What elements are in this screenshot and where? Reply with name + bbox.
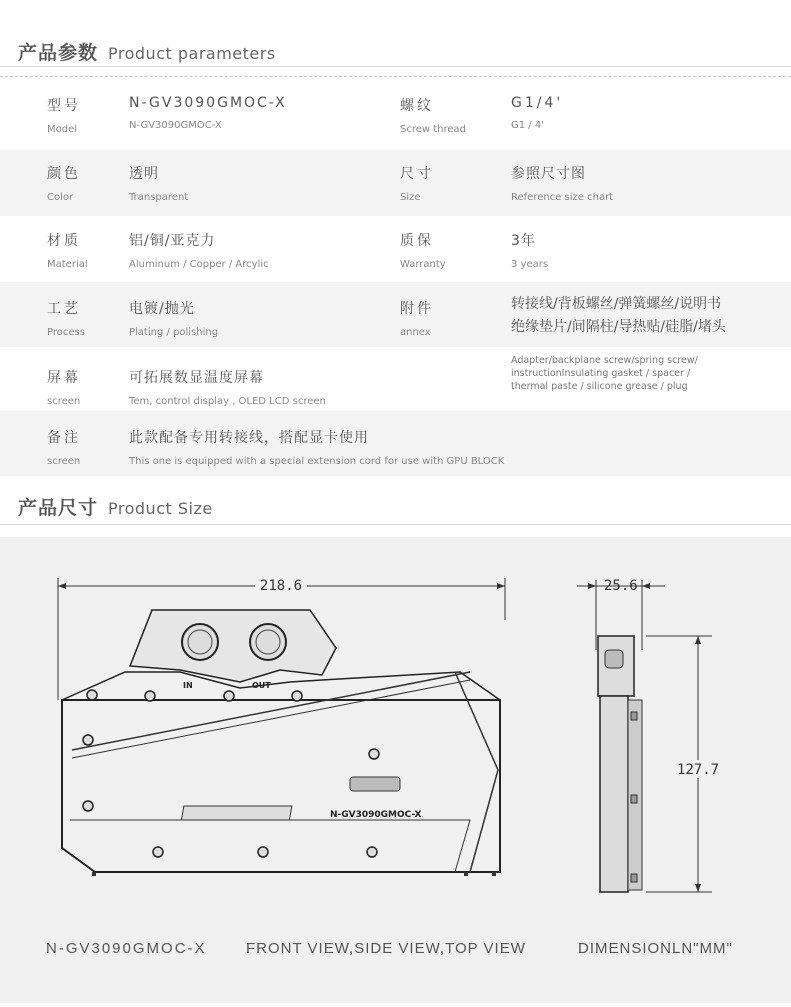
- label2-en: Warranty: [400, 259, 446, 270]
- thickness-dimension: 25.6: [604, 578, 638, 594]
- trim-line: [70, 820, 470, 872]
- dimension-drawing: [0, 537, 791, 1003]
- nameplate-frame: [181, 806, 291, 820]
- divider: [0, 524, 791, 525]
- caption-model: N-GV3090GMOC-X: [46, 940, 207, 957]
- screw-icon: [145, 691, 155, 701]
- value-en: N-GV3090GMOC-X: [129, 120, 222, 131]
- label-en: Color: [47, 192, 74, 203]
- value-cn: 此款配备专用转接线，搭配显卡使用: [129, 430, 369, 446]
- value-cn: 可拓展数显温度屏幕: [129, 370, 264, 386]
- params-section-title: [18, 38, 276, 68]
- terminal-housing: [130, 610, 336, 682]
- value-en: Transparent: [129, 192, 189, 203]
- label2-en: Screw thread: [400, 124, 467, 135]
- size-section-title: [18, 493, 213, 523]
- label-cn: 颜色: [47, 166, 81, 182]
- annex-en-line3: thermal paste / silicone grease / plug: [511, 381, 688, 392]
- label2-cn: 质保: [400, 233, 434, 249]
- port-in-icon: [182, 624, 218, 660]
- foot: [464, 872, 468, 876]
- screw-icon: [369, 749, 379, 759]
- side-screw-icon: [631, 712, 637, 720]
- value-en: Plating / polishing: [129, 327, 219, 338]
- caption-units: DIMENSIONLN"MM": [578, 940, 733, 957]
- label2-cn: 尺寸: [400, 166, 434, 182]
- arrow-down-icon: [695, 884, 701, 892]
- arrow-up-icon: [695, 636, 701, 644]
- value-en: Tem, control display , OLED LCD screen: [129, 396, 326, 407]
- screw-icon: [258, 847, 268, 857]
- value-cn: 透明: [129, 166, 159, 182]
- trim-line: [72, 680, 470, 758]
- screw-icon: [87, 690, 97, 700]
- block-outline: [62, 700, 500, 872]
- side-body: [600, 696, 628, 892]
- size-title-cn: 产品尺寸: [18, 497, 99, 519]
- annex-line1: 转接线/背板螺丝/弹簧螺丝/说明书: [511, 296, 722, 312]
- param-row-remark: [0, 411, 791, 476]
- annex-en-line1: Adapter/backplane screw/spring screw/: [511, 355, 698, 366]
- screw-icon: [292, 691, 302, 701]
- dashed-divider: [0, 76, 791, 77]
- label-en: Model: [47, 124, 78, 135]
- value2-en: G1 / 4': [511, 120, 544, 131]
- brand-logo-icon: [350, 777, 400, 791]
- label-cn: 备注: [47, 430, 81, 446]
- foot: [92, 872, 96, 876]
- value-cn: 电镀/抛光: [129, 301, 195, 317]
- side-screw-icon: [631, 795, 637, 803]
- width-dimension: 218.6: [259, 578, 303, 594]
- screw-icon: [83, 735, 93, 745]
- annex-en-line2: instructionInsulating gasket / spacer /: [511, 368, 691, 379]
- param-row-model: [0, 83, 791, 148]
- arrow-right-icon: [497, 583, 505, 589]
- annex-line2: 绝缘垫片/间隔柱/导热贴/硅脂/堵头: [511, 319, 726, 335]
- arrow-in-icon: [588, 583, 596, 589]
- size-title-en: Product Size: [108, 499, 213, 518]
- height-dimension: 127.7: [676, 762, 720, 778]
- caption-views: FRONT VIEW,SIDE VIEW,TOP VIEW: [246, 940, 526, 957]
- arrow-left-icon: [58, 583, 66, 589]
- value-en: Aluminum / Copper / Arcylic: [129, 259, 269, 270]
- label-en: Material: [47, 259, 88, 270]
- in-label: IN: [183, 681, 193, 690]
- screw-icon: [224, 691, 234, 701]
- param-row-color: [0, 150, 791, 216]
- top-contour: [62, 672, 500, 700]
- value2-en: Reference size chart: [511, 192, 614, 203]
- foot: [492, 872, 496, 876]
- label-cn: 型号: [47, 98, 81, 114]
- label2-en: Size: [400, 192, 421, 203]
- param-row-process: [0, 282, 791, 347]
- value-cn: 铝/铜/亚克力: [129, 233, 216, 249]
- label-cn: 材质: [47, 233, 81, 249]
- arrow-in-icon: [642, 583, 650, 589]
- nameplate-text: N-GV3090GMOC-X: [330, 810, 422, 820]
- screw-icon: [153, 847, 163, 857]
- screw-icon: [83, 801, 93, 811]
- label2-en: annex: [400, 327, 431, 338]
- param-row-material: [0, 216, 791, 282]
- value2-cn: 3年: [511, 233, 536, 249]
- value2-cn: G1/4': [511, 95, 564, 111]
- port-out-icon: [250, 624, 286, 660]
- side-screw-icon: [631, 874, 637, 882]
- params-title-cn: 产品参数: [18, 42, 99, 64]
- params-title-en: Product parameters: [108, 44, 276, 63]
- label-en: screen: [47, 456, 81, 467]
- value2-en: 3 years: [511, 259, 549, 270]
- value2-cn: 参照尺寸图: [511, 166, 586, 182]
- label2-cn: 附件: [400, 301, 434, 317]
- label-cn: 工艺: [47, 301, 81, 317]
- label2-cn: 螺纹: [400, 98, 434, 114]
- divider: [0, 66, 791, 67]
- side-port-icon: [605, 650, 623, 668]
- trim-line: [455, 672, 498, 872]
- technical-drawing-svg: [0, 537, 791, 1003]
- label-en: screen: [47, 396, 81, 407]
- label-en: Process: [47, 327, 85, 338]
- value-cn: N-GV3090GMOC-X: [129, 95, 287, 111]
- label-cn: 屏幕: [47, 370, 81, 386]
- value-en: This one is equipped with a special extension cord for use with GPU BLOCK: [129, 456, 505, 467]
- out-label: OUT: [252, 681, 271, 690]
- param-row-screen: [0, 347, 791, 411]
- screw-icon: [367, 847, 377, 857]
